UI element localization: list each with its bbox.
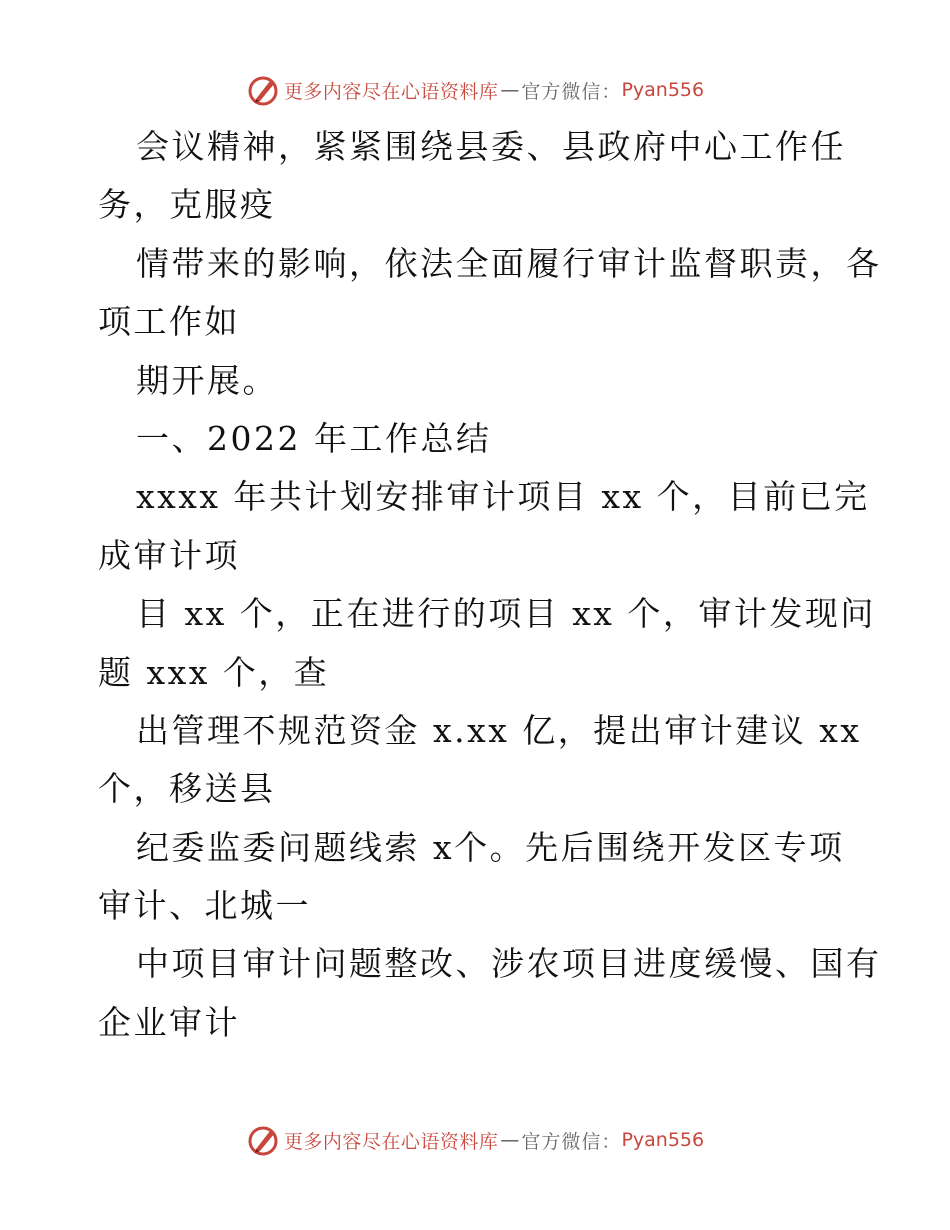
body-line: 目 xx 个，正在进行的项目 xx 个，审计发现问 <box>136 594 876 634</box>
banner-wechat-id: Pyan556 <box>621 1129 705 1151</box>
body-line: 项工作如 <box>98 302 240 342</box>
body-line: 期开展。 <box>136 360 278 400</box>
body-line: 出管理不规范资金 x.xx 亿，提出审计建议 xx <box>136 710 862 750</box>
body-line: xxxx 年共计划安排审计项目 xx 个，目前已完 <box>136 477 870 517</box>
header-watermark-banner <box>0 70 950 110</box>
body-line: 企业审计 <box>98 1002 240 1042</box>
banner-dash: — <box>500 1129 520 1151</box>
body-line: 个，移送县 <box>98 769 276 809</box>
body-line: 审计、北城一 <box>98 886 311 926</box>
body-line: 情带来的影响，依法全面履行审计监督职责，各 <box>136 243 882 283</box>
body-line: 会议精神，紧紧围绕县委、县政府中心工作任 <box>136 127 846 166</box>
pen-logo-icon <box>246 1123 280 1157</box>
banner-label: 官方微信： <box>521 1130 622 1153</box>
body-line: 纪委监委问题线索 x个。先后围绕开发区专项 <box>136 827 845 867</box>
document-body <box>98 118 898 1052</box>
banner-wechat-id: Pyan556 <box>621 79 705 101</box>
pen-logo-icon <box>246 73 280 107</box>
section-heading: 一、2022 年工作总结 <box>136 418 492 458</box>
body-line: 题 xxx 个，查 <box>98 652 330 692</box>
body-line: 务，克服疫 <box>98 185 276 225</box>
banner-text: 更多内容尽在心语资料库 <box>283 80 499 103</box>
footer-watermark-banner <box>0 1120 950 1160</box>
banner-text: 更多内容尽在心语资料库 <box>283 1130 499 1153</box>
body-line: 成审计项 <box>98 535 240 575</box>
banner-label: 官方微信： <box>521 80 622 103</box>
body-line: 中项目审计问题整改、涉农项目进度缓慢、国有 <box>136 944 882 984</box>
banner-dash: — <box>500 79 520 101</box>
